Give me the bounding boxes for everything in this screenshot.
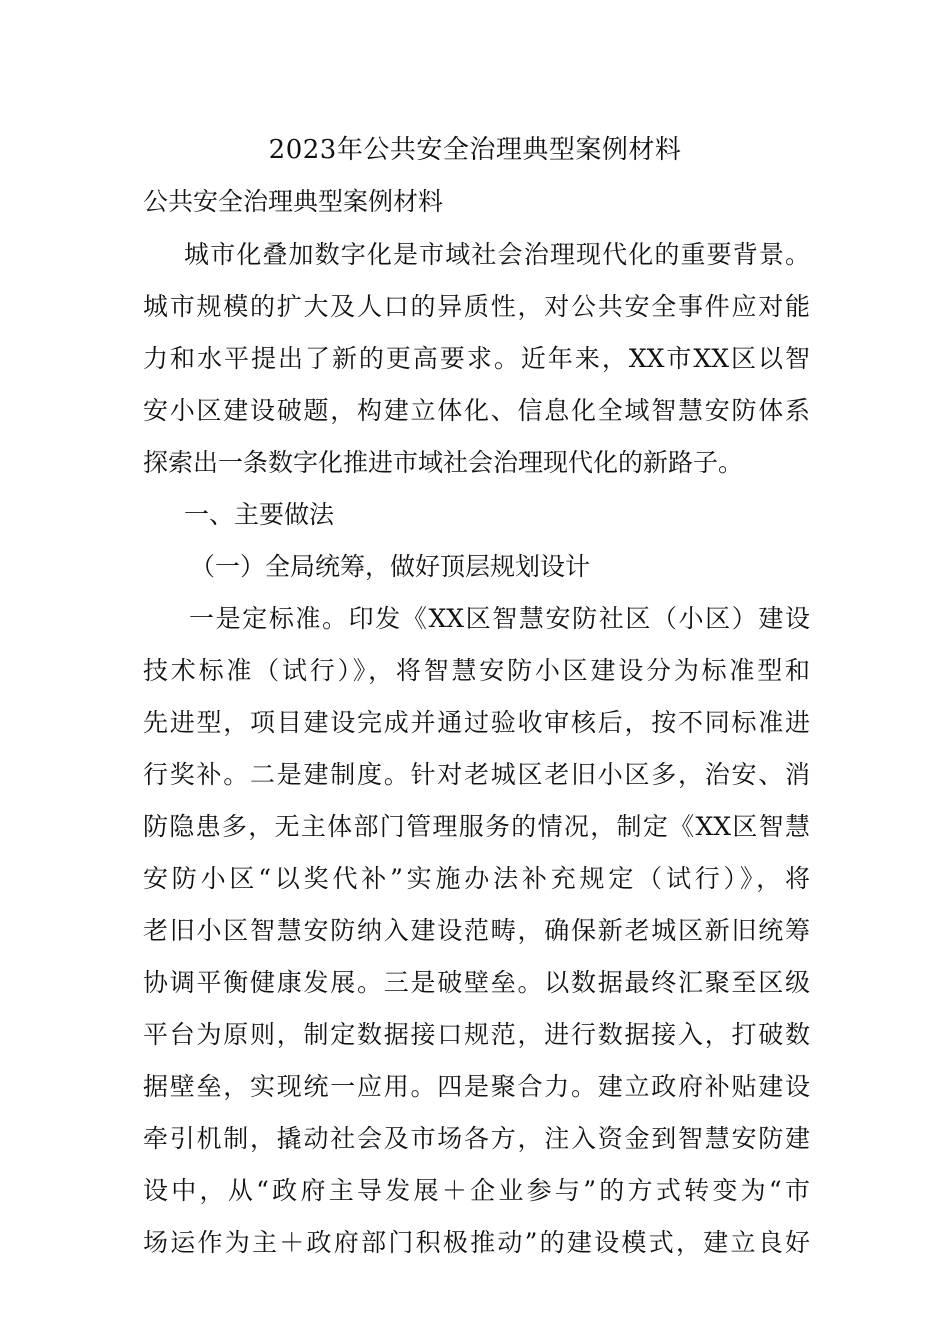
paragraph-line: 安小区建设破题，构建立体化、信息化全域智慧安防体系: [143, 396, 810, 425]
sub-heading: （一）全局统筹，做好顶层规划设计: [190, 552, 591, 581]
paragraph-line: 安防小区“以奖代补”实施办法补充规定（试行）》，将: [143, 864, 810, 893]
paragraph-line: 协调平衡健康发展。三是破壁垒。以数据最终汇聚至区级: [143, 968, 810, 997]
paragraph-line: 城市规模的扩大及人口的异质性，对公共安全事件应对能: [143, 292, 810, 321]
paragraph-line: 老旧小区智慧安防纳入建设范畴，确保新老城区新旧统筹: [143, 916, 810, 945]
section-heading: 一、主要做法: [184, 500, 335, 529]
document-subtitle: 公共安全治理典型案例材料: [143, 187, 444, 216]
document-title: 2023年公共安全治理典型案例材料: [268, 135, 682, 165]
paragraph-line: 探索出一条数字化推进市域社会治理现代化的新路子。: [143, 448, 744, 477]
paragraph-line: 行奖补。二是建制度。针对老城区老旧小区多，治安、消: [143, 760, 810, 789]
paragraph-line: 牵引机制，撬动社会及市场各方，注入资金到智慧安防建: [143, 1124, 810, 1153]
paragraph-line: 力和水平提出了新的更高要求。近年来，XX市XX区以智: [143, 344, 810, 373]
paragraph-line: 城市化叠加数字化是市域社会治理现代化的重要背景。: [184, 240, 810, 269]
paragraph-line: 防隐患多，无主体部门管理服务的情况，制定《XX区智慧: [143, 812, 810, 841]
paragraph-line: 场运作为主＋政府部门积极推动”的建设模式，建立良好: [143, 1228, 810, 1257]
paragraph-line: 平台为原则，制定数据接口规范，进行数据接入，打破数: [143, 1020, 810, 1049]
paragraph-line: 先进型，项目建设完成并通过验收审核后，按不同标准进: [143, 708, 810, 737]
paragraph-line: 一是定标准。印发《XX区智慧安防社区（小区）建设: [189, 604, 810, 633]
paragraph-line: 据壁垒，实现统一应用。四是聚合力。建立政府补贴建设: [143, 1072, 810, 1101]
paragraph-line: 技术标准（试行）》，将智慧安防小区建设分为标准型和: [143, 656, 810, 685]
paragraph-line: 设中，从“政府主导发展＋企业参与”的方式转变为“市: [143, 1176, 810, 1205]
